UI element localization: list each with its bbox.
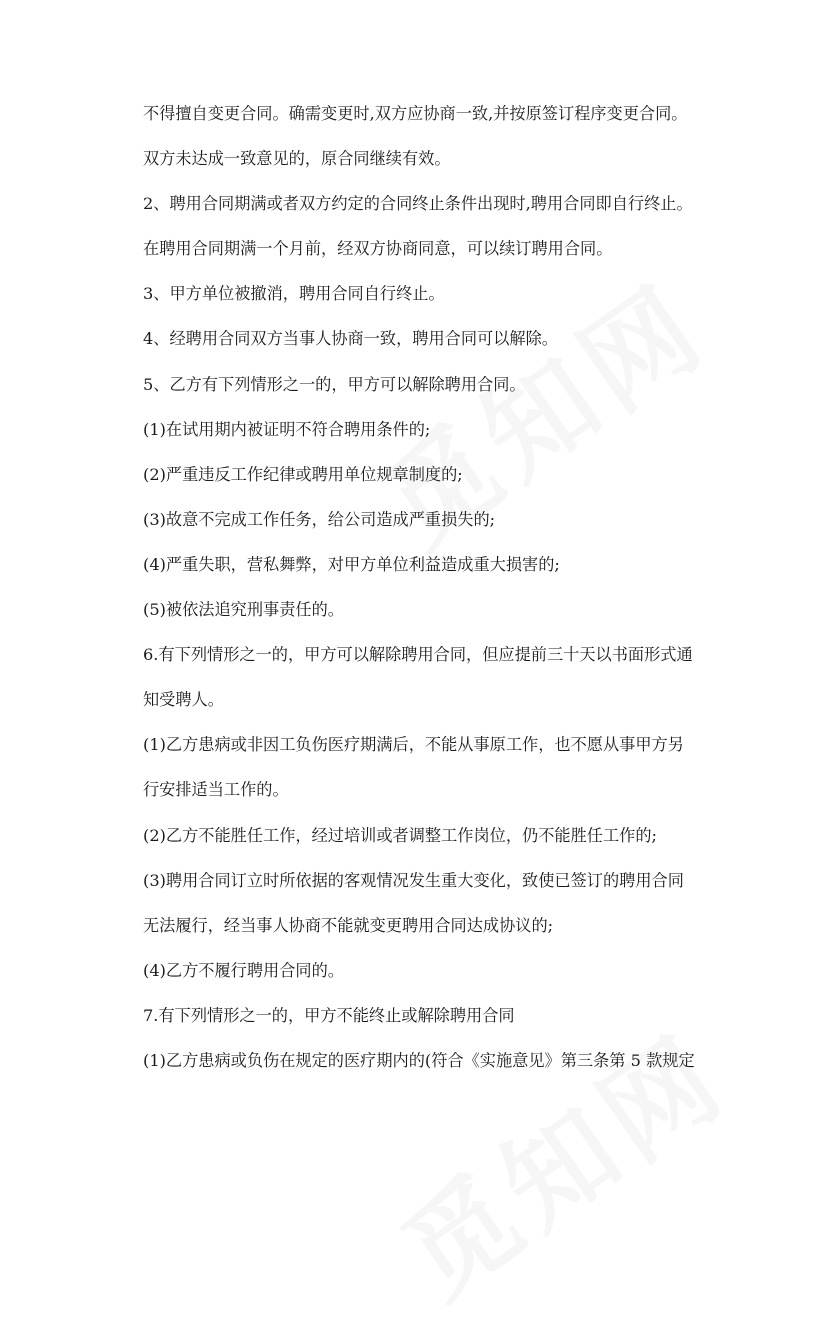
text-line: (1)乙方患病或非因工负伤医疗期满后，不能从事原工作，也不愿从事甲方另 [143, 735, 684, 755]
text-line: (2)严重违反工作纪律或聘用单位规章制度的; [143, 464, 463, 484]
text-line: 双方未达成一致意见的，原合同继续有效。 [143, 149, 451, 169]
text-line: 6.有下列情形之一的，甲方可以解除聘用合同，但应提前三十天以书面形式通 [143, 645, 693, 665]
text-line: 知受聘人。 [143, 690, 224, 710]
text-line: 无法履行，经当事人协商不能就变更聘用合同达成协议的; [143, 915, 554, 935]
text-line: (4)严重失职，营私舞弊，对甲方单位利益造成重大损害的; [143, 554, 560, 574]
text-line: (2)乙方不能胜任工作，经过培训或者调整工作岗位，仍不能胜任工作的; [143, 825, 658, 845]
text-line: 2、聘用合同期满或者双方约定的合同终止条件出现时,聘用合同即自行终止。 [143, 194, 693, 214]
text-line: 4、经聘用合同双方当事人协商一致，聘用合同可以解除。 [143, 329, 558, 349]
text-line: (3)聘用合同订立时所依据的客观情况发生重大变化，致使已签订的聘用合同 [143, 870, 684, 890]
text-line: 不得擅自变更合同。确需变更时,双方应协商一致,并按原签订程序变更合同。 [143, 104, 688, 123]
text-line: 在聘用合同期满一个月前，经双方协商同意，可以续订聘用合同。 [143, 239, 613, 259]
text-line: (1)在试用期内被证明不符合聘用条件的; [143, 419, 431, 439]
text-line: (5)被依法追究刑事责任的。 [143, 600, 344, 620]
text-line: (3)故意不完成工作任务，给公司造成严重损失的; [143, 509, 496, 529]
text-line: 行安排适当工作的。 [143, 780, 289, 800]
text-line: (1)乙方患病或负伤在规定的医疗期内的(符合《实施意见》第三条第 5 款规定 [143, 1050, 695, 1070]
text-line: (4)乙方不履行聘用合同的。 [143, 960, 344, 980]
document-body [143, 104, 713, 1096]
text-line: 7.有下列情形之一的，甲方不能终止或解除聘用合同 [143, 1005, 515, 1025]
text-line: 3、甲方单位被撤消，聘用合同自行终止。 [143, 284, 445, 304]
text-line: 5、乙方有下列情形之一的，甲方可以解除聘用合同。 [143, 374, 526, 394]
